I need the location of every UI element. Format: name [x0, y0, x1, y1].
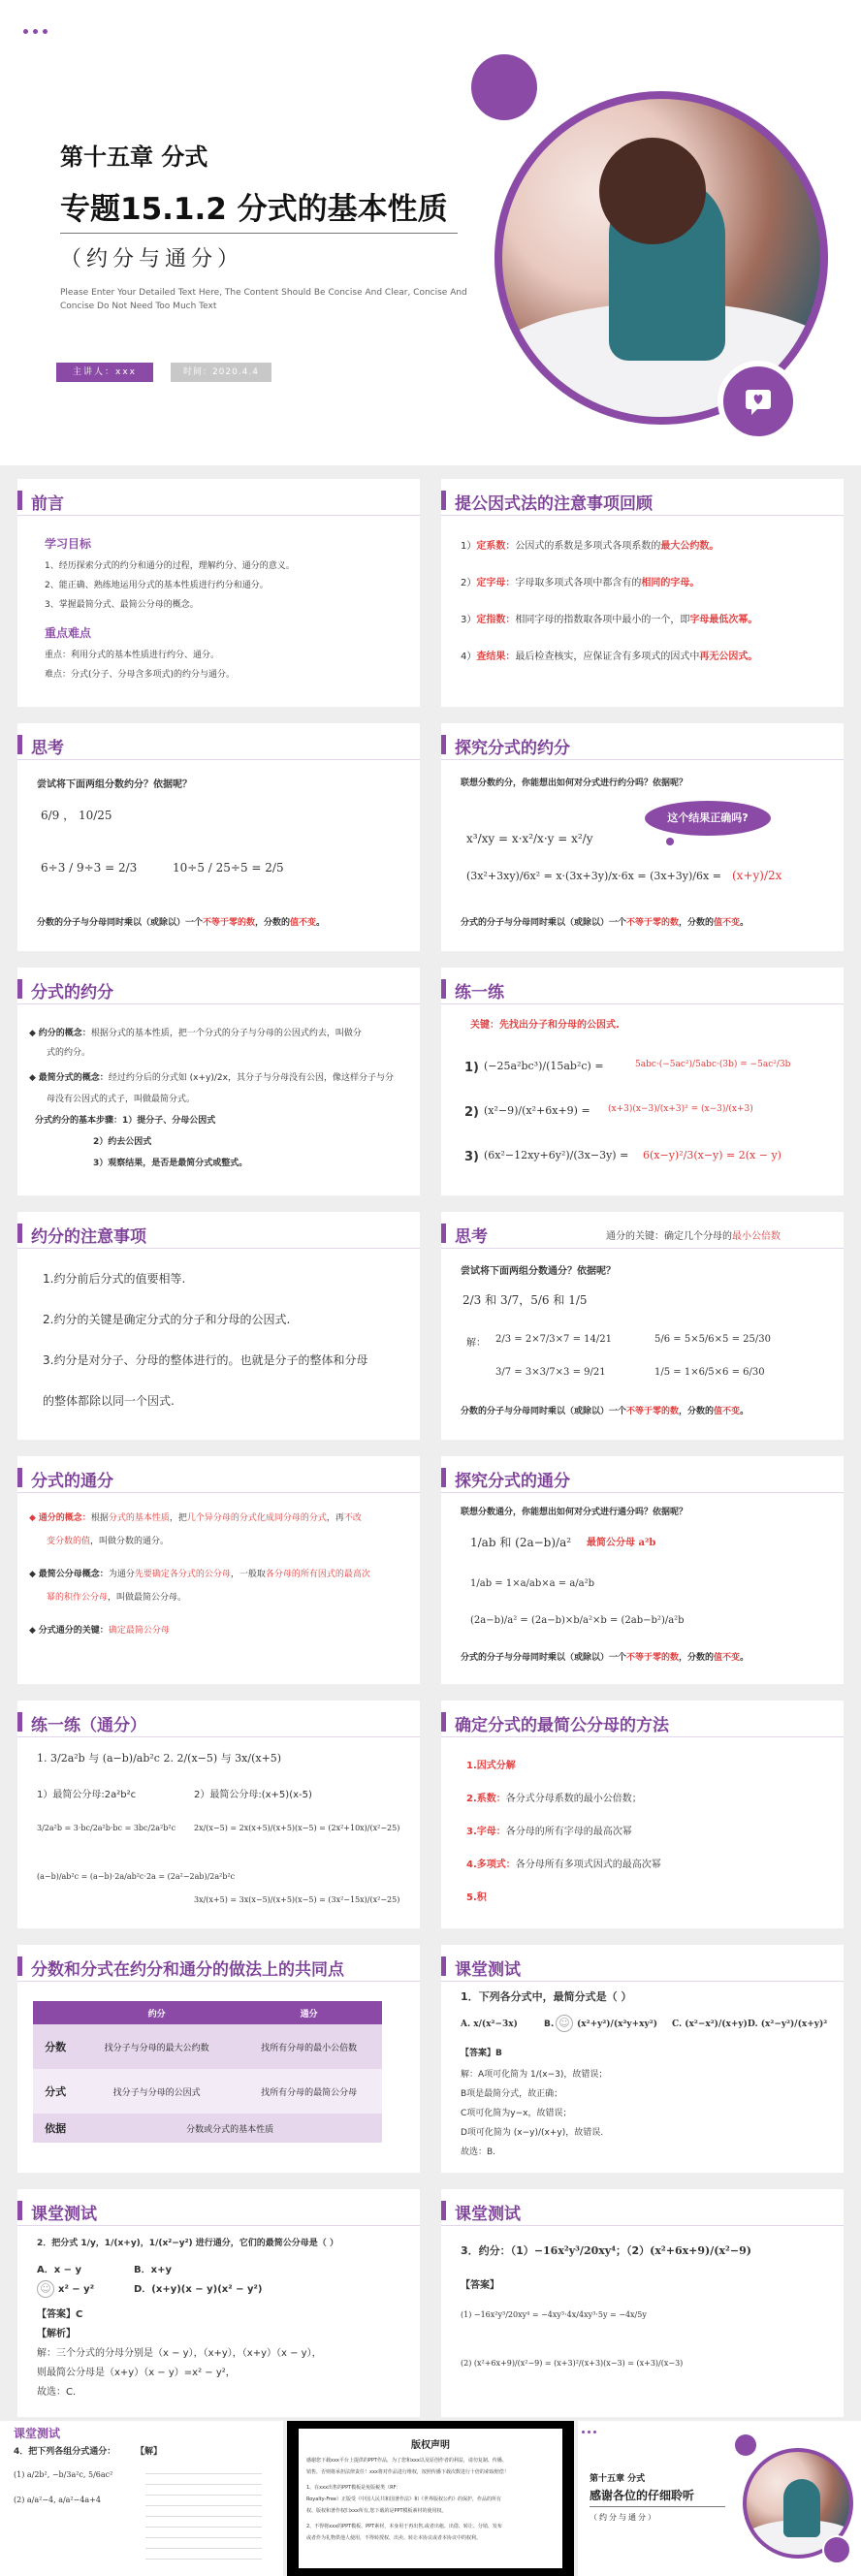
method-3: 3.字母：各分母的所有字母的最高次幂	[466, 1827, 632, 1837]
header-bar	[17, 1224, 22, 1243]
reduce-example-2: (3x²+3xy)/6x² = x·(3x+3y)/x·6x = (3x+3y)/6x =	[466, 870, 721, 882]
slide-reduce-notes	[17, 1212, 420, 1440]
copyright-line: 权、版权和著作权归xxx所有,您下载的是PPT模板素材的使用权。	[306, 2508, 447, 2514]
thanks-chapter: 第十五章 分式	[590, 2474, 646, 2484]
answer: 【答案】C	[37, 2309, 83, 2320]
table-row: 分式 找分子与分母的公因式 找所有分母的最简公分母	[33, 2069, 382, 2114]
column-header: 约分	[78, 2001, 236, 2024]
section-heading: 学习目标	[45, 537, 92, 551]
key-point: 重点：利用分式的基本性质进行约分、通分。	[45, 651, 220, 660]
slide-header	[17, 2197, 420, 2226]
question: 联想分数约分，你能想出如何对分式进行约分吗？依据呢？	[461, 779, 688, 788]
solution-label: 【解】	[136, 2447, 163, 2457]
method-4: 4.多项式：各分母所有多项式因式的最高次幂	[466, 1860, 661, 1870]
lcd-1: 2/3 = 2×7/3×7 = 14/21	[495, 1334, 612, 1345]
slide-thanks	[578, 2421, 861, 2576]
slide-title: 思考	[31, 739, 64, 758]
reduce-1: 6÷3 / 9÷3 = 2/3	[41, 861, 138, 875]
header-bar	[441, 491, 446, 510]
header-bar	[17, 1956, 22, 1976]
slide-title: 探究分式的通分	[455, 1472, 570, 1491]
slide-comparison	[17, 1945, 420, 2173]
item-2: (2) a/a²−4, a/a²−4a+4	[14, 2496, 101, 2504]
definition-1-cont: 变分数的值，叫做分数的通分。	[47, 1537, 170, 1546]
review-2: 2）定字母：字母取多项式各项中都含有的相同的字母。	[461, 578, 700, 588]
practice-1: (−25a²bc³)/(15ab²c) =	[484, 1060, 604, 1072]
slide-header	[17, 1220, 420, 1249]
practice-3-solution: 6(x−y)²/3(x−y) = 2(x − y)	[643, 1149, 781, 1161]
header-bar	[441, 1712, 446, 1732]
slide-header	[17, 975, 420, 1004]
option-b: B．x+y	[134, 2265, 172, 2275]
hair-shape	[599, 138, 706, 244]
explanation-2: B项是最简分式，故正确；	[461, 2089, 563, 2099]
dots-decoration	[23, 19, 52, 38]
fractions: 2/3 和 3/7，5/6 和 1/5	[462, 1293, 588, 1307]
analysis-1: 解：三个分式的分母分别是（x − y），（x+y），（x+y）（x − y），	[37, 2348, 322, 2359]
work-2: (a−b)/ab²c = (a−b)·2a/ab²c·2a = (2a²−2ab)/2a²b²c	[37, 1872, 236, 1881]
slide-quiz-4	[0, 2421, 283, 2576]
small-purple-circle	[471, 54, 537, 120]
practice-3: (6x²−12xy+6y²)/(3x−3y) =	[484, 1149, 629, 1161]
table-row: 分数 找分子与分母的最大公约数 找所有分母的最小公倍数	[33, 2024, 382, 2069]
question: 4．把下列各组分式通分：	[14, 2447, 116, 2457]
slide-title: 课堂测试	[455, 1960, 521, 1980]
smiley-icon: ☺	[556, 2015, 573, 2032]
table-header-row	[33, 2001, 382, 2024]
definition-2-cont: 幂的积作公分母，叫做最简公分母。	[47, 1593, 187, 1603]
slide-header	[441, 1708, 844, 1737]
method-2: 2.系数：各分式分母系数的最小公倍数；	[466, 1794, 642, 1804]
method-5: 5.积	[466, 1892, 487, 1903]
slide-title: 分式的通分	[31, 1472, 113, 1491]
cover-desc-1: Please Enter Your Detailed Text Here, The Content Should Be Concise And Clear, Concise And	[60, 288, 467, 298]
practice-question: 1. 3/2a²b 与 (a−b)/ab²c 2. 2/(x−5) 与 3x/(x+5)	[37, 1752, 282, 1765]
slide-header	[17, 1464, 420, 1493]
note-3: 3.约分是对分子、分母的整体进行的。也就是分子的整体和分母	[43, 1353, 368, 1367]
header-subtitle: 通分的关键：确定几个分母的最小公倍数	[606, 1231, 781, 1242]
answer-2: 2）最简公分母:(x+5)(x-5)	[194, 1790, 312, 1800]
figure-shape	[783, 2479, 820, 2537]
work-4: 3x/(x+5) = 3x(x−5)/(x+5)(x−5) = (3x²−15x)/(x²−25)	[194, 1895, 400, 1904]
key-hint: 关键：先找出分子和分母的公因式.	[470, 1020, 620, 1031]
header-bar	[17, 735, 22, 754]
conclusion: 分式的分子与分母同时乘以（或除以）一个不等于零的数，分数的值不变。	[461, 918, 749, 928]
difficult-point: 难点：分式(分子、分母含多项式)的约分与通分。	[45, 670, 236, 680]
slide-title: 确定分式的最简公分母的方法	[455, 1716, 669, 1735]
slide-header	[441, 975, 844, 1004]
question: 联想分数通分，你能想出如何对分式进行通分吗？依据呢？	[461, 1508, 688, 1517]
slide-think-2	[441, 1212, 844, 1440]
lcd-label: 最简公分母 a²b	[587, 1538, 656, 1548]
explanation-4: D项可化简为 (x−y)/(x+y)，故错误.	[461, 2128, 604, 2138]
copyright-title: 版权声明	[411, 2440, 450, 2451]
answer-1: 1）最简公分母:2a²b²c	[37, 1790, 137, 1800]
copyright-line: 1、在xxx出售的PPT模板是免版税类（RF：	[306, 2485, 401, 2491]
slide-practice-common	[17, 1701, 420, 1928]
definition-3: ◆ 分式通分的关键：确定最简公分母	[29, 1626, 170, 1636]
slide-header	[17, 487, 420, 516]
table-row: 依据 分数或分式的基本性质	[33, 2114, 382, 2143]
question: 尝试将下面两组分数约分？依据呢？	[37, 779, 192, 790]
bubble-dot	[666, 838, 674, 845]
goal-1: 1、经历探索分式的约分和通分的过程，理解约分、通分的意义。	[45, 561, 295, 571]
conclusion: 分数的分子与分母同时乘以（或除以）一个不等于零的数，分数的值不变。	[461, 1407, 749, 1416]
reduce-example-1: x³/xy = x·x²/x·y = x²/y	[466, 832, 593, 845]
thanks-title: 感谢各位的仔细聆听	[590, 2489, 695, 2502]
slide-quiz-3	[441, 2189, 844, 2417]
definition-2-cont: 母没有公因式的式子，叫做最简分式。	[47, 1095, 196, 1104]
copyright-line: 感谢您下载xxx平台上提供的PPT作品，为了您和xxx以及原创作者的利益，请勿复制、传播、	[306, 2458, 507, 2464]
header-bar	[441, 1224, 446, 1243]
header-bar	[441, 735, 446, 754]
method-1: 1.因式分解	[466, 1761, 516, 1771]
question: 2．把分式 1/y，1/(x+y)，1/(x²−y²) 进行通分，它们的最简公分母是（ ）	[37, 2239, 338, 2248]
header-bar	[17, 491, 22, 510]
review-4: 4）查结果：最后检查核实，应保证含有多项式的因式中再无公因式。	[461, 652, 758, 662]
steps: 分式约分的基本步骤：1）提分子、分母公因式	[35, 1116, 216, 1126]
item-number: 3)	[464, 1150, 479, 1164]
item-1: (1) a/2b², −b/3a²c, 5/6ac²	[14, 2470, 113, 2479]
option-c: C. (x²−x²)/(x+y)	[672, 2019, 748, 2029]
lcd-4: 1/5 = 1×6/5×6 = 6/30	[654, 1367, 765, 1378]
slide-title: 课堂测试	[14, 2427, 61, 2440]
slide-think-1	[17, 723, 420, 951]
slide-header	[441, 731, 844, 760]
fractions: 6/9 ， 10/25	[41, 809, 112, 822]
option-b: (x²+y²)/(x²y+xy²)	[577, 2019, 657, 2029]
review-1: 1）定系数：公因式的系数是多项式各项系数的最大公约数。	[461, 541, 719, 552]
message-icon-circle	[822, 2535, 851, 2564]
dots-decoration	[582, 2425, 599, 2435]
goal-3: 3、掌握最简分式、最简公分母的概念。	[45, 600, 199, 610]
message-icon-circle	[718, 361, 799, 442]
header-bar	[17, 1712, 22, 1732]
slide-header	[17, 1953, 420, 1982]
question: 尝试将下面两组分数通分？依据呢？	[461, 1266, 616, 1277]
copyright-line: 或者作为礼物供他人使用，不得转授权、出卖、转让本协议或者本协议中的权利。	[306, 2535, 482, 2541]
column-header: 通分	[236, 2001, 382, 2024]
section-heading: 重点难点	[45, 626, 92, 640]
explanation-3: C项可化简为y−x，故错误；	[461, 2109, 572, 2118]
header-bar	[17, 979, 22, 999]
header-bar	[441, 1956, 446, 1976]
question: 3．约分：（1）−16x²y³/20xy⁴；（2）(x²+6x+9)/(x²−9)	[461, 2244, 751, 2257]
slide-explore-reduce	[441, 723, 844, 951]
slide-title: 分数和分式在约分和通分的做法上的共同点	[31, 1960, 344, 1980]
slide-header	[441, 487, 844, 516]
answer-label: 【答案】	[461, 2280, 499, 2291]
cover-subtitle: （约分与通分）	[60, 247, 244, 271]
slide-factor-review	[441, 479, 844, 707]
slide-header	[441, 1464, 844, 1493]
cover-chapter: 第十五章 分式	[60, 143, 208, 171]
answer-1: (1) −16x²y³/20xy⁴ = −4xy³·4x/4xy³·5y = −4x/5y	[461, 2310, 647, 2319]
header-bar	[17, 2201, 22, 2220]
slide-title: 提公因式法的注意事项回顾	[455, 494, 653, 514]
step-2: 2）约去公因式	[93, 1137, 152, 1147]
practice-2-solution: (x+3)(x−3)/(x+3)² = (x−3)/(x+3)	[608, 1104, 753, 1114]
thanks-subtitle: （约分与通分）	[590, 2513, 657, 2522]
comparison-table	[33, 2001, 382, 2143]
option-d: D. (x²−y²)/(x+y)²	[748, 2019, 828, 2029]
slide-header	[17, 731, 420, 760]
explanation-5: 故选：B.	[461, 2147, 496, 2157]
slide-title: 思考	[455, 1227, 488, 1247]
item-number: 2)	[464, 1105, 479, 1120]
question: 1．下列各分式中，最简分式是（ ）	[461, 1990, 632, 2003]
conclusion: 分数的分子与分母同时乘以（或除以）一个不等于零的数，分数的值不变。	[37, 918, 326, 928]
slide-header	[441, 1220, 844, 1249]
header-bar	[441, 979, 446, 999]
copyright-line: Royalty-Free）正版受《中国人民共和国著作法》和《世界版权公约》的保护，作品的所有	[306, 2496, 501, 2502]
given-fractions: 1/ab 和 (2a−b)/a²	[470, 1536, 572, 1549]
time-badge: 时间：2020.4.4	[171, 363, 271, 382]
slide-title: 课堂测试	[31, 2205, 97, 2224]
heart-message-icon	[744, 387, 773, 416]
option-a: A. x/(x²−3x)	[461, 2019, 518, 2029]
reduce-2: 10÷5 / 25÷5 = 2/5	[173, 861, 284, 875]
goal-2: 2、能正确、熟练地运用分式的基本性质进行约分和通分。	[45, 581, 269, 590]
definition-1: ◆ 通分的概念：根据分式的基本性质，把几个异分母的分式化成同分母的分式，再不改	[29, 1513, 362, 1523]
slide-header	[17, 1708, 420, 1737]
item-number: 1)	[464, 1061, 479, 1075]
review-3: 3）定指数：相同字母的指数取各项中最小的一个，即字母最低次幂。	[461, 615, 758, 625]
step-3: 3）观察结果，是否是最简分式或整式。	[93, 1159, 248, 1168]
definition-1-cont: 式的约分。	[47, 1048, 91, 1058]
slide-reduce-fraction	[17, 968, 420, 1195]
slide-header	[441, 2197, 844, 2226]
cover-title: 专题15.1.2 分式的基本性质	[60, 192, 448, 227]
slide-title: 前言	[31, 494, 64, 514]
slide-title: 探究分式的约分	[455, 739, 570, 758]
copyright-panel	[299, 2429, 562, 2568]
lcd-2: 3/7 = 3×3/7×3 = 9/21	[495, 1367, 606, 1378]
common-1: 1/ab = 1×a/ab×a = a/a²b	[470, 1578, 595, 1589]
slide-common-denominator	[17, 1456, 420, 1684]
speaker-badge: 主讲人：xxx	[56, 363, 153, 382]
slide-practice-reduce	[441, 968, 844, 1195]
option-c: x² − y²	[58, 2284, 95, 2295]
option-a: A．x − y	[37, 2265, 82, 2275]
analysis-3: 故选：C.	[37, 2387, 77, 2398]
small-purple-circle	[735, 2434, 756, 2456]
practice-1-solution: 5abc·(−5ac²)/5abc·(3b) = −5ac²/3b	[635, 1060, 791, 1069]
explanation-1: 解：A项可化简为 1/(x−3)，故错误；	[461, 2070, 608, 2080]
slide-header	[441, 1953, 844, 1982]
answer-2: (2) (x²+6x+9)/(x²−9) = (x+3)²/(x+3)(x−3) = (x+3)/(x−3)	[461, 2359, 684, 2368]
header-bar	[441, 2201, 446, 2220]
work-1: 3/2a²b = 3·bc/2a²b·bc = 3bc/2a²b²c	[37, 1824, 176, 1832]
cover-slide	[0, 0, 861, 465]
work-lines	[145, 2464, 262, 2560]
definition-2: ◆ 最简分式的概念：经过约分后的分式如 (x+y)/2x，其分子与分母没有公因，像这样分子与分	[29, 1073, 394, 1083]
practice-2: (x²−9)/(x²+6x+9) =	[484, 1104, 590, 1117]
note-2: 2.约分的关键是确定分式的分子和分母的公因式.	[43, 1313, 291, 1326]
thought-bubble: 这个结果正确吗?	[645, 801, 771, 836]
lcd-3: 5/6 = 5×5/6×5 = 25/30	[654, 1334, 771, 1345]
thanks-divider	[590, 2506, 725, 2507]
common-2: (2a−b)/a² = (2a−b)×b/a²×b = (2ab−b²)/a²b	[470, 1615, 685, 1626]
answer: 【答案】B	[461, 2049, 502, 2058]
analysis-label: 【解析】	[37, 2329, 76, 2339]
cover-divider	[60, 233, 458, 234]
slide-explore-common	[441, 1456, 844, 1684]
note-3-cont: 的整体都除以同一个因式.	[43, 1394, 175, 1408]
cover-desc-2: Concise Do Not Need Too Much Text	[60, 302, 217, 311]
slide-quiz-2	[17, 2189, 420, 2417]
slide-title: 约分的注意事项	[31, 1227, 146, 1247]
reduce-result: (x+y)/2x	[732, 869, 782, 882]
header-bar	[17, 1468, 22, 1487]
copyright-line: 2、不得将xxx的PPT模板、PPT素材，本身用于再出售,或者出租、出借、转让、分销、发布	[306, 2524, 502, 2529]
note-1: 1.约分前后分式的值要相等.	[43, 1272, 186, 1286]
definition-2: ◆ 最简公分母概念：为通分先要确定各分式的公分母，一般取各分母的所有因式的最高次	[29, 1570, 370, 1579]
slide-lcd-method	[441, 1701, 844, 1928]
slide-title: 练一练（通分）	[31, 1716, 146, 1735]
slide-title: 分式的约分	[31, 983, 113, 1002]
slide-quiz-1	[441, 1945, 844, 2173]
slide-title: 课堂测试	[455, 2205, 521, 2224]
definition-1: ◆ 约分的概念：根据分式的基本性质，把一个分式的分子与分母的公因式约去，叫做分	[29, 1029, 362, 1038]
slide-copyright	[287, 2421, 574, 2576]
slide-preface	[17, 479, 420, 707]
header-bar	[441, 1468, 446, 1487]
copyright-line: 销售，否则将承担法律责任！xxx将对作品进行维权，按照传播下载次数进行十倍的索取赔偿！	[306, 2469, 509, 2475]
smiley-icon: ☺	[37, 2280, 54, 2298]
conclusion: 分式的分子与分母同时乘以（或除以）一个不等于零的数，分数的值不变。	[461, 1653, 749, 1663]
option-d: D．(x+y)(x − y)(x² − y²)	[134, 2284, 263, 2295]
analysis-2: 则最简公分母是（x+y）（x − y）=x² − y²，	[37, 2368, 236, 2378]
option-b-label: B.	[544, 2019, 555, 2029]
work-3: 2x/(x−5) = 2x(x+5)/(x+5)(x−5) = (2x²+10x)/(x²−25)	[194, 1824, 400, 1832]
solution-label: 解：	[466, 1338, 486, 1349]
slide-title: 练一练	[455, 983, 504, 1002]
